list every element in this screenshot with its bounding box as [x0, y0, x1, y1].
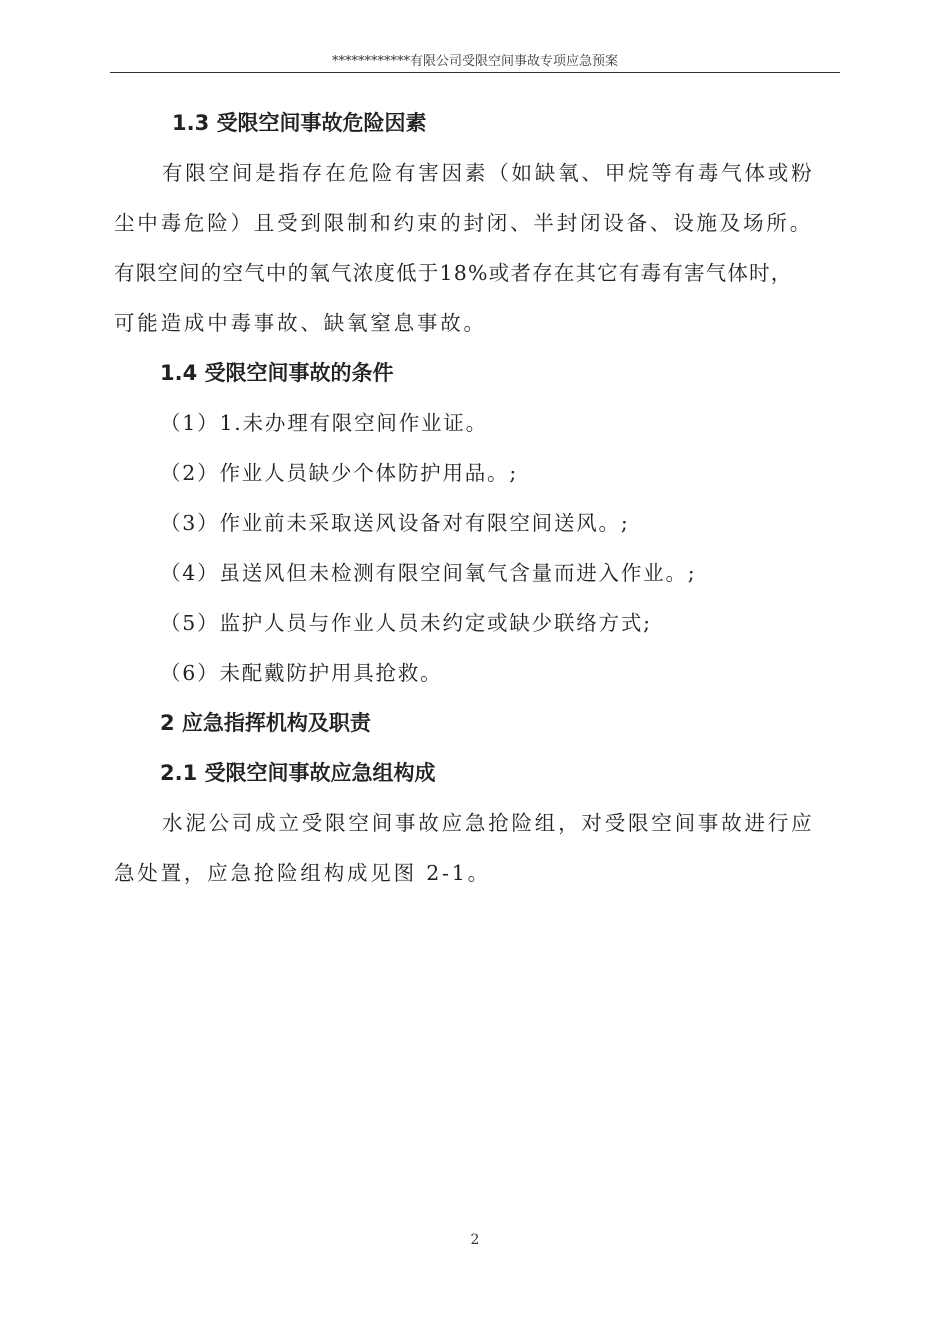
list-item: （4）虽送风但未检测有限空间氧气含量而进入作业。;	[160, 561, 697, 585]
paragraph-line: 水泥公司成立受限空间事故应急抢险组，对受限空间事故进行应	[162, 811, 815, 835]
paragraph-1-3	[114, 148, 836, 348]
paragraph-line: 可能造成中毒事故、缺氧窒息事故。	[114, 311, 487, 335]
running-header: ************有限公司受限空间事故专项应急预案	[331, 54, 618, 69]
list-item: （5）监护人员与作业人员未约定或缺少联络方式;	[160, 611, 652, 635]
header-rule	[110, 72, 840, 73]
paragraph-line: 有限空间的空气中的氧气浓度低于18%或者存在其它有毒有害气体时，	[114, 261, 793, 285]
heading-1-4: 1.4 受限空间事故的条件	[160, 361, 394, 385]
paragraph-line: 急处置，应急抢险组构成见图 2-1。	[114, 861, 491, 885]
list-item: （6）未配戴防护用具抢救。	[160, 661, 443, 685]
page-content	[114, 98, 836, 898]
page-number: 2	[470, 1232, 480, 1248]
list-item: （3）作业前未采取送风设备对有限空间送风。;	[160, 511, 630, 535]
heading-2-1: 2.1 受限空间事故应急组构成	[160, 761, 436, 785]
paragraph-line: 尘中毒危险）且受到限制和约束的封闭、半封闭设备、设施及场所。	[114, 211, 813, 235]
heading-1-3: 1.3 受限空间事故危险因素	[172, 111, 427, 135]
list-item: （2）作业人员缺少个体防护用品。;	[160, 461, 519, 485]
paragraph-line: 有限空间是指存在危险有害因素（如缺氧、甲烷等有毒气体或粉	[162, 161, 815, 185]
list-item: （1）1.未办理有限空间作业证。	[160, 411, 488, 435]
paragraph-2-1	[114, 798, 836, 898]
heading-2: 2 应急指挥机构及职责	[160, 711, 371, 735]
